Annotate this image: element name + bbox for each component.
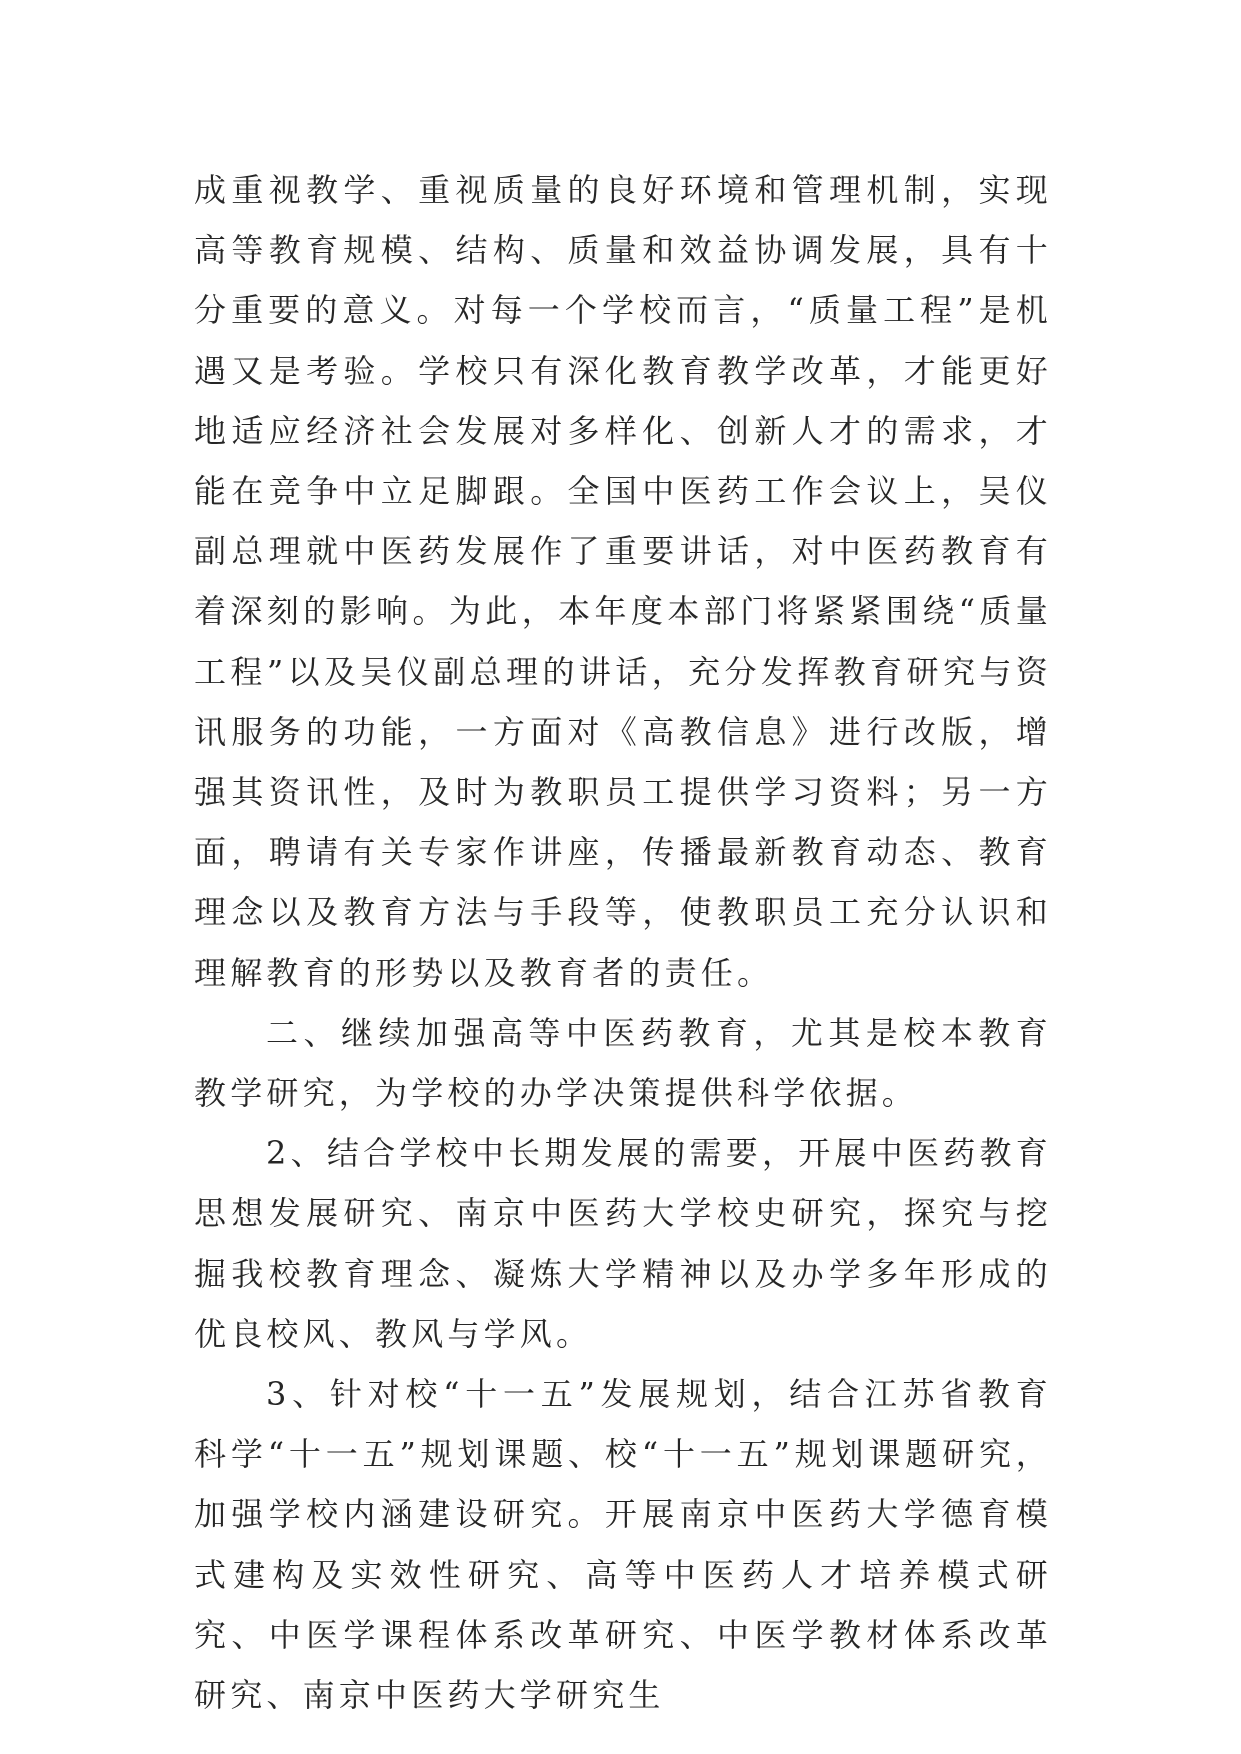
paragraph-section-two-heading: 二、继续加强高等中医药教育，尤其是校本教育教学研究，为学校的办学决策提供科学依据。 — [194, 1013, 1052, 1113]
paragraph-item-2: 2、结合学校中长期发展的需要，开展中医药教育思想发展研究、南京中医药大学校史研究，探究与挖掘我校教育理念、凝炼大学精神以及办学多年形成的优良校风、教风与学风。 — [194, 1134, 1052, 1353]
paragraph-item-3: 3、针对校“十一五”发展规划，结合江苏省教育科学“十一五”规划课题、校“十一五”规划课题研究，加强学校内涵建设研究。开展南京中医药大学德育模式建构及实效性研究、高等中医药人才培养模式研究、中医学课程体系改革研究、中医学教材体系改革研究、南京中医药大学研究生 — [194, 1375, 1052, 1715]
paragraph-continued-intro: 成重视教学、重视质量的良好环境和管理机制，实现高等教育规模、结构、质量和效益协调发展，具有十分重要的意义。对每一个学校而言，“质量工程”是机遇又是考验。学校只有深化教育教学改革，才能更好地适应经济社会发展对多样化、创新人才的需求，才能在竞争中立足脚跟。全国中医药工作会议上，吴仪副总理就中医药发展作了重要讲话，对中医药教育有着深刻的影响。为此，本年度本部门将紧紧围绕“质量工程”以及吴仪副总理的讲话，充分发挥教育研究与资讯服务的功能，一方面对《高教信息》进行改版，增强其资讯性，及时为教职员工提供学习资料；另一方面，聘请有关专家作讲座，传播最新教育动态、教育理念以及教育方法与手段等，使教职员工充分认识和理解教育的形势以及教育者的责任。 — [194, 171, 1052, 992]
body-text — [194, 160, 1052, 1725]
